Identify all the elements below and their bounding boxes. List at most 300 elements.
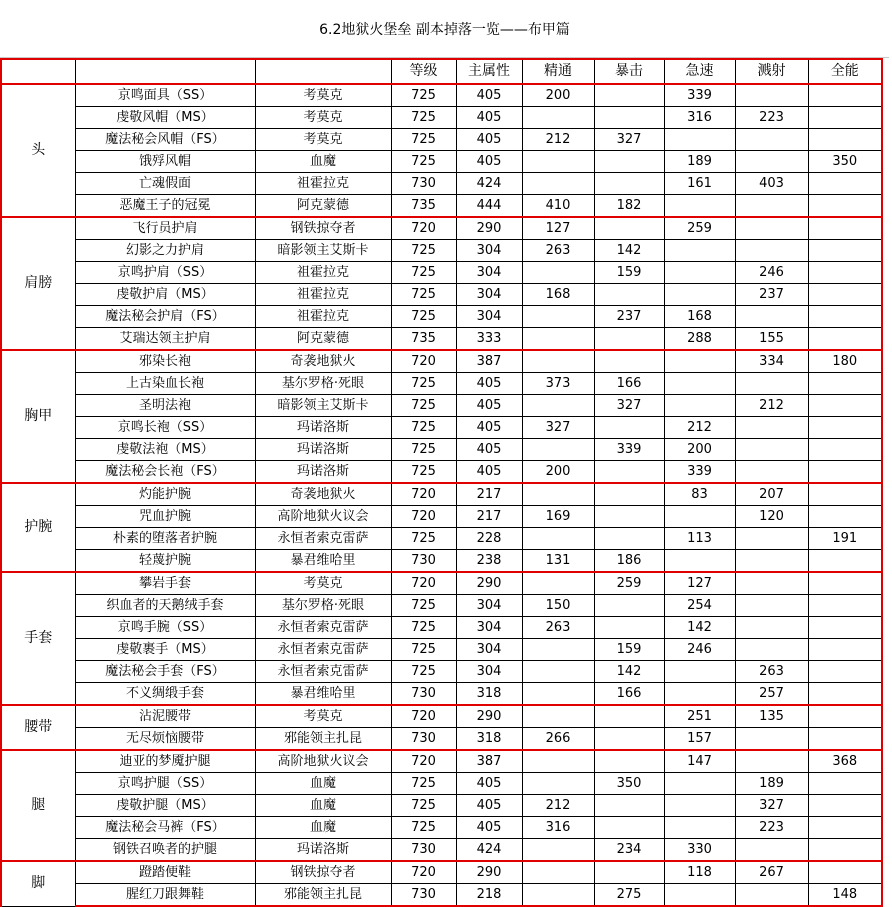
- stat-value: 725: [391, 617, 456, 639]
- stat-value: 368: [808, 750, 882, 773]
- stat-value: [808, 439, 882, 461]
- table-row: [1, 217, 882, 240]
- stat-value: 304: [456, 306, 522, 328]
- stat-value: [808, 107, 882, 129]
- stat-value: [664, 373, 735, 395]
- stat-value: [522, 528, 594, 550]
- header-item-cell: [75, 59, 255, 84]
- stat-value: 327: [594, 129, 664, 151]
- table-row: [1, 572, 882, 595]
- stat-value: [735, 572, 808, 595]
- stat-value: 228: [456, 528, 522, 550]
- boss-name: 血魔: [255, 151, 391, 173]
- item-name: 艾瑞达领主护肩: [75, 328, 255, 351]
- item-name: 上古染血长袍: [75, 373, 255, 395]
- boss-name: 血魔: [255, 795, 391, 817]
- stat-value: 350: [808, 151, 882, 173]
- stat-value: 730: [391, 550, 456, 573]
- stat-value: [522, 395, 594, 417]
- stat-value: 168: [522, 284, 594, 306]
- stat-value: 405: [456, 84, 522, 107]
- table-row: [1, 861, 882, 884]
- stat-value: 237: [594, 306, 664, 328]
- stat-value: 730: [391, 728, 456, 751]
- stat-value: 257: [735, 683, 808, 706]
- table-row: [1, 129, 882, 151]
- stat-value: 120: [735, 506, 808, 528]
- boss-name: 邪能领主扎昆: [255, 884, 391, 907]
- stat-value: 290: [456, 861, 522, 884]
- table-row: [1, 439, 882, 461]
- stat-value: [735, 839, 808, 862]
- stat-value: 405: [456, 817, 522, 839]
- stat-value: 118: [664, 861, 735, 884]
- column-header: 急速: [664, 59, 735, 84]
- stat-value: [808, 705, 882, 728]
- stat-value: [735, 639, 808, 661]
- stat-value: [522, 107, 594, 129]
- stat-value: [808, 572, 882, 595]
- boss-name: 考莫克: [255, 129, 391, 151]
- stat-value: [594, 728, 664, 751]
- table-row: [1, 107, 882, 129]
- stat-value: [735, 306, 808, 328]
- stat-value: 318: [456, 728, 522, 751]
- stat-value: [808, 795, 882, 817]
- stat-value: [522, 661, 594, 683]
- stat-value: [594, 84, 664, 107]
- item-name: 魔法秘会马裤（FS）: [75, 817, 255, 839]
- stat-value: 405: [456, 773, 522, 795]
- stat-value: 405: [456, 395, 522, 417]
- stat-value: [808, 461, 882, 484]
- stat-value: 251: [664, 705, 735, 728]
- boss-name: 暴君维哈里: [255, 683, 391, 706]
- column-header: 全能: [808, 59, 882, 84]
- item-name: 魔法秘会长袍（FS）: [75, 461, 255, 484]
- stat-value: 725: [391, 284, 456, 306]
- stat-value: [594, 528, 664, 550]
- stat-value: [594, 705, 664, 728]
- stat-value: 212: [735, 395, 808, 417]
- table-row: [1, 839, 882, 862]
- stat-value: [735, 528, 808, 550]
- stat-value: 200: [522, 84, 594, 107]
- item-name: 魔法秘会风帽（FS）: [75, 129, 255, 151]
- stat-value: [735, 617, 808, 639]
- stat-value: 387: [456, 750, 522, 773]
- stat-value: 405: [456, 795, 522, 817]
- table-row: [1, 750, 882, 773]
- boss-name: 暗影领主艾斯卡: [255, 395, 391, 417]
- stat-value: [808, 506, 882, 528]
- stat-value: [808, 817, 882, 839]
- stat-value: [522, 350, 594, 373]
- stat-value: 405: [456, 417, 522, 439]
- stat-value: [522, 439, 594, 461]
- slot-label: 肩膀: [1, 217, 75, 350]
- stat-value: 113: [664, 528, 735, 550]
- stat-value: [808, 217, 882, 240]
- stat-value: 330: [664, 839, 735, 862]
- stat-value: [594, 151, 664, 173]
- stat-value: 720: [391, 861, 456, 884]
- boss-name: 钢铁掠夺者: [255, 861, 391, 884]
- boss-name: 邪能领主扎昆: [255, 728, 391, 751]
- stat-value: [594, 328, 664, 351]
- item-name: 虔敬风帽（MS）: [75, 107, 255, 129]
- table-row: [1, 773, 882, 795]
- boss-name: 暗影领主艾斯卡: [255, 240, 391, 262]
- stat-value: [735, 750, 808, 773]
- stat-value: [664, 884, 735, 907]
- table-row: [1, 550, 882, 573]
- stat-value: 730: [391, 884, 456, 907]
- stat-value: [808, 773, 882, 795]
- sheet-title: 6.2地狱火堡垒 副本掉落一览——布甲篇: [0, 0, 889, 58]
- boss-name: 考莫克: [255, 705, 391, 728]
- item-name: 飞行员护肩: [75, 217, 255, 240]
- stat-value: [808, 84, 882, 107]
- stat-value: [735, 417, 808, 439]
- stat-value: [735, 373, 808, 395]
- stat-value: 304: [456, 262, 522, 284]
- item-name: 腥红刀跟舞鞋: [75, 884, 255, 907]
- table-row: [1, 483, 882, 506]
- stat-value: 159: [594, 639, 664, 661]
- item-name: 攀岩手套: [75, 572, 255, 595]
- table-row: [1, 506, 882, 528]
- stat-value: 142: [664, 617, 735, 639]
- boss-name: 血魔: [255, 817, 391, 839]
- stat-value: [808, 639, 882, 661]
- boss-name: 高阶地狱火议会: [255, 506, 391, 528]
- slot-label: 脚: [1, 861, 75, 906]
- stat-value: 424: [456, 839, 522, 862]
- stat-value: [522, 151, 594, 173]
- stat-value: [735, 595, 808, 617]
- table-row: [1, 817, 882, 839]
- stat-value: [735, 884, 808, 907]
- boss-name: 永恒者索克雷萨: [255, 617, 391, 639]
- stat-value: 334: [735, 350, 808, 373]
- item-name: 朴素的堕落者护腕: [75, 528, 255, 550]
- stat-value: [664, 262, 735, 284]
- stat-value: [522, 773, 594, 795]
- boss-name: 永恒者索克雷萨: [255, 639, 391, 661]
- item-name: 虔敬裹手（MS）: [75, 639, 255, 661]
- stat-value: [808, 328, 882, 351]
- table-row: [1, 328, 882, 351]
- stat-value: [594, 417, 664, 439]
- table-row: [1, 417, 882, 439]
- stat-value: 730: [391, 173, 456, 195]
- stat-value: [594, 173, 664, 195]
- table-row: [1, 173, 882, 195]
- stat-value: 200: [522, 461, 594, 484]
- item-name: 亡魂假面: [75, 173, 255, 195]
- stat-value: 263: [735, 661, 808, 683]
- stat-value: 339: [664, 84, 735, 107]
- stat-value: 155: [735, 328, 808, 351]
- stat-value: 725: [391, 373, 456, 395]
- table-row: [1, 284, 882, 306]
- stat-value: [735, 461, 808, 484]
- stat-value: [522, 328, 594, 351]
- stat-value: 304: [456, 661, 522, 683]
- stat-value: 725: [391, 129, 456, 151]
- stat-value: [735, 129, 808, 151]
- stat-value: 217: [456, 483, 522, 506]
- item-name: 京鸣护腿（SS）: [75, 773, 255, 795]
- stat-value: 212: [522, 795, 594, 817]
- stat-value: 275: [594, 884, 664, 907]
- table-row: [1, 661, 882, 683]
- item-name: 京鸣护肩（SS）: [75, 262, 255, 284]
- item-name: 不义绸缎手套: [75, 683, 255, 706]
- stat-value: 266: [522, 728, 594, 751]
- column-header: 暴击: [594, 59, 664, 84]
- boss-name: 永恒者索克雷萨: [255, 528, 391, 550]
- stat-value: [808, 284, 882, 306]
- stat-value: [522, 839, 594, 862]
- boss-name: 暴君维哈里: [255, 550, 391, 573]
- stat-value: 83: [664, 483, 735, 506]
- stat-value: 318: [456, 683, 522, 706]
- stat-value: 720: [391, 705, 456, 728]
- stat-value: 424: [456, 173, 522, 195]
- stat-value: 246: [664, 639, 735, 661]
- stat-value: 350: [594, 773, 664, 795]
- stat-value: 725: [391, 439, 456, 461]
- stat-value: [594, 795, 664, 817]
- stat-value: 327: [735, 795, 808, 817]
- item-name: 邪染长袍: [75, 350, 255, 373]
- stat-value: [594, 483, 664, 506]
- stat-value: [664, 350, 735, 373]
- item-name: 圣明法袍: [75, 395, 255, 417]
- stat-value: [664, 506, 735, 528]
- item-name: 魔法秘会护肩（FS）: [75, 306, 255, 328]
- stat-value: 405: [456, 439, 522, 461]
- stat-value: 218: [456, 884, 522, 907]
- stat-value: [735, 240, 808, 262]
- stat-value: 725: [391, 528, 456, 550]
- stat-value: 725: [391, 595, 456, 617]
- stat-value: 316: [522, 817, 594, 839]
- stat-value: [808, 306, 882, 328]
- header-row: [1, 59, 882, 84]
- stat-value: [808, 417, 882, 439]
- table-row: [1, 350, 882, 373]
- boss-name: 玛诺洛斯: [255, 417, 391, 439]
- boss-name: 考莫克: [255, 107, 391, 129]
- stat-value: 725: [391, 262, 456, 284]
- stat-value: 182: [594, 195, 664, 218]
- stat-value: 234: [594, 839, 664, 862]
- stat-value: 290: [456, 217, 522, 240]
- stat-value: 405: [456, 107, 522, 129]
- stat-value: 157: [664, 728, 735, 751]
- stat-value: [594, 861, 664, 884]
- stat-value: [735, 195, 808, 218]
- table-row: [1, 705, 882, 728]
- stat-value: [735, 84, 808, 107]
- stat-value: [594, 107, 664, 129]
- stat-value: 725: [391, 395, 456, 417]
- stat-value: 180: [808, 350, 882, 373]
- stat-value: 725: [391, 773, 456, 795]
- item-name: 织血者的天鹅绒手套: [75, 595, 255, 617]
- stat-value: 259: [664, 217, 735, 240]
- stat-value: 403: [735, 173, 808, 195]
- table-row: [1, 528, 882, 550]
- stat-value: 405: [456, 373, 522, 395]
- stat-value: 263: [522, 240, 594, 262]
- boss-name: 基尔罗格·死眼: [255, 595, 391, 617]
- stat-value: 189: [664, 151, 735, 173]
- item-name: 恶魔王子的冠冕: [75, 195, 255, 218]
- column-header: 主属性: [456, 59, 522, 84]
- stat-value: [808, 861, 882, 884]
- stat-value: 142: [594, 661, 664, 683]
- stat-value: 150: [522, 595, 594, 617]
- stat-value: 223: [735, 817, 808, 839]
- stat-value: [594, 461, 664, 484]
- stat-value: 373: [522, 373, 594, 395]
- slot-label: 腿: [1, 750, 75, 861]
- stat-value: [594, 595, 664, 617]
- stat-value: [664, 395, 735, 417]
- stat-value: [664, 550, 735, 573]
- stat-value: 720: [391, 350, 456, 373]
- table-row: [1, 240, 882, 262]
- slot-label: 护腕: [1, 483, 75, 572]
- stat-value: [735, 151, 808, 173]
- item-name: 幻影之力护肩: [75, 240, 255, 262]
- table-row: [1, 595, 882, 617]
- stat-value: 720: [391, 506, 456, 528]
- stat-value: [808, 173, 882, 195]
- stat-value: [664, 661, 735, 683]
- stat-value: 259: [594, 572, 664, 595]
- stat-value: 169: [522, 506, 594, 528]
- stat-value: 405: [456, 151, 522, 173]
- column-header: 溅射: [735, 59, 808, 84]
- stat-value: 405: [456, 129, 522, 151]
- item-name: 无尽烦恼腰带: [75, 728, 255, 751]
- stat-value: [594, 617, 664, 639]
- stat-value: [808, 195, 882, 218]
- stat-value: 217: [456, 506, 522, 528]
- table-row: [1, 461, 882, 484]
- boss-name: 考莫克: [255, 572, 391, 595]
- stat-value: 304: [456, 595, 522, 617]
- stat-value: [808, 617, 882, 639]
- stat-value: [735, 728, 808, 751]
- table-row: [1, 639, 882, 661]
- stat-value: 304: [456, 617, 522, 639]
- stat-value: 246: [735, 262, 808, 284]
- stat-value: 304: [456, 240, 522, 262]
- stat-value: 159: [594, 262, 664, 284]
- stat-value: [664, 817, 735, 839]
- item-name: 饿殍风帽: [75, 151, 255, 173]
- stat-value: 333: [456, 328, 522, 351]
- stat-value: 339: [594, 439, 664, 461]
- table-row: [1, 728, 882, 751]
- stat-value: [735, 550, 808, 573]
- boss-name: 奇袭地狱火: [255, 483, 391, 506]
- item-name: 虔敬护腿（MS）: [75, 795, 255, 817]
- stat-value: 142: [594, 240, 664, 262]
- stat-value: [594, 350, 664, 373]
- column-header: 精通: [522, 59, 594, 84]
- item-name: 京鸣面具（SS）: [75, 84, 255, 107]
- item-name: 京鸣手腕（SS）: [75, 617, 255, 639]
- stat-value: [522, 861, 594, 884]
- stat-value: [808, 595, 882, 617]
- table-row: [1, 151, 882, 173]
- stat-value: [808, 728, 882, 751]
- boss-name: 玛诺洛斯: [255, 439, 391, 461]
- stat-value: 191: [808, 528, 882, 550]
- stat-value: 166: [594, 683, 664, 706]
- item-name: 沾泥腰带: [75, 705, 255, 728]
- stat-value: 410: [522, 195, 594, 218]
- boss-name: 玛诺洛斯: [255, 461, 391, 484]
- stat-value: 725: [391, 661, 456, 683]
- header-boss-cell: [255, 59, 391, 84]
- boss-name: 血魔: [255, 773, 391, 795]
- stat-value: 725: [391, 107, 456, 129]
- item-name: 虔敬护肩（MS）: [75, 284, 255, 306]
- stat-value: [522, 750, 594, 773]
- stat-value: [808, 240, 882, 262]
- stat-value: 725: [391, 639, 456, 661]
- stat-value: 127: [522, 217, 594, 240]
- stat-value: 725: [391, 306, 456, 328]
- stat-value: 238: [456, 550, 522, 573]
- stat-value: 254: [664, 595, 735, 617]
- header-slot-cell: [1, 59, 75, 84]
- item-name: 魔法秘会手套（FS）: [75, 661, 255, 683]
- stat-value: 735: [391, 328, 456, 351]
- stat-value: 316: [664, 107, 735, 129]
- slot-label: 腰带: [1, 705, 75, 750]
- stat-value: [522, 173, 594, 195]
- loot-table: [0, 58, 883, 907]
- boss-name: 基尔罗格·死眼: [255, 373, 391, 395]
- stat-value: [594, 750, 664, 773]
- item-name: 咒血护腕: [75, 506, 255, 528]
- stat-value: [735, 217, 808, 240]
- stat-value: 212: [522, 129, 594, 151]
- item-name: 京鸣长袍（SS）: [75, 417, 255, 439]
- stat-value: 720: [391, 572, 456, 595]
- stat-value: [808, 683, 882, 706]
- stat-value: [808, 395, 882, 417]
- table-row: [1, 306, 882, 328]
- table-row: [1, 373, 882, 395]
- slot-label: 头: [1, 84, 75, 217]
- stat-value: 237: [735, 284, 808, 306]
- stat-value: [808, 483, 882, 506]
- stat-value: 720: [391, 217, 456, 240]
- stat-value: [808, 262, 882, 284]
- stat-value: 168: [664, 306, 735, 328]
- boss-name: 奇袭地狱火: [255, 350, 391, 373]
